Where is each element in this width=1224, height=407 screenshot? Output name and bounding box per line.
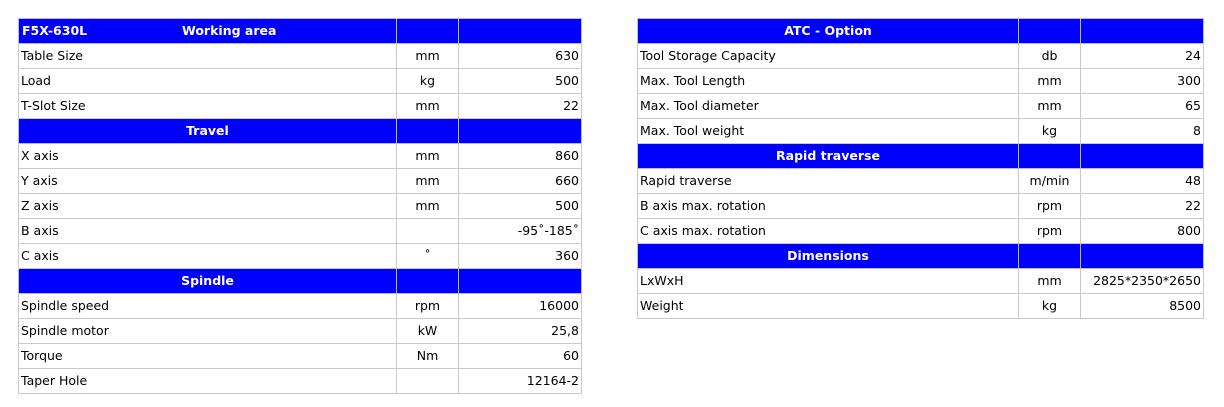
spec-label: Torque [19,344,397,369]
spec-label: Z axis [19,194,397,219]
spec-label: Tool Storage Capacity [638,44,1019,69]
spec-value: 500 [459,69,582,94]
spec-value: 860 [459,144,582,169]
section-header-value-cell [459,269,582,294]
section-header-unit-cell [397,269,459,294]
machine-model-label: F5X-630L [22,23,88,38]
spec-value: 8500 [1081,294,1204,319]
spec-unit: rpm [1019,194,1081,219]
spec-label: Weight [638,294,1019,319]
spec-label: X axis [19,144,397,169]
spec-table-left [18,18,582,394]
spec-label: C axis [19,244,397,269]
spec-value: 360 [459,244,582,269]
section-header-value-cell [1081,244,1204,269]
spec-value: 25,8 [459,319,582,344]
spec-label: Load [19,69,397,94]
spec-label: T-Slot Size [19,94,397,119]
spec-value: 60 [459,344,582,369]
spec-unit: kg [1019,119,1081,144]
section-title: Dimensions [638,244,1019,269]
section-title: Working area [182,23,277,38]
spec-value: 16000 [459,294,582,319]
spec-value: 8 [1081,119,1204,144]
section-header-unit-cell [397,19,459,44]
spec-unit [397,219,459,244]
spec-row-lxwxh [638,269,1204,294]
spec-unit: kg [1019,294,1081,319]
section-header-unit-cell [1019,144,1081,169]
spec-unit: mm [1019,269,1081,294]
spec-unit: mm [1019,94,1081,119]
spec-value: 12164-2 [459,369,582,394]
section-header-value-cell [1081,144,1204,169]
section-header-value-cell [1081,19,1204,44]
section-title: Travel [19,119,397,144]
spec-unit: mm [1019,69,1081,94]
section-header-atc-option [638,19,1204,44]
spec-label: Spindle speed [19,294,397,319]
spec-row-t-slot-size [19,94,582,119]
spec-value: 24 [1081,44,1204,69]
spec-table-right-body [638,19,1204,319]
spec-row-z-axis [19,194,582,219]
spec-label: C axis max. rotation [638,219,1019,244]
spec-unit: ˚ [397,244,459,269]
spec-row-load [19,69,582,94]
spec-unit: db [1019,44,1081,69]
spec-label: B axis [19,219,397,244]
section-header-working-area [19,19,582,44]
spec-value: 500 [459,194,582,219]
spec-row-b-axis [19,219,582,244]
spec-label: Table Size [19,44,397,69]
section-header-value-cell [459,119,582,144]
spec-unit: Nm [397,344,459,369]
spec-row-max-tool-length [638,69,1204,94]
spec-row-c-axis-max-rotation [638,219,1204,244]
spec-value: 22 [1081,194,1204,219]
spec-unit: mm [397,169,459,194]
section-header-unit-cell [1019,19,1081,44]
spec-label: Taper Hole [19,369,397,394]
spec-unit: mm [397,44,459,69]
spec-value: -95˚-185˚ [459,219,582,244]
spec-value: 300 [1081,69,1204,94]
spec-unit: mm [397,144,459,169]
spec-value: 660 [459,169,582,194]
section-header-travel [19,119,582,144]
spec-label: LxWxH [638,269,1019,294]
spec-row-spindle-motor [19,319,582,344]
spec-value: 2825*2350*2650 [1081,269,1204,294]
spec-row-weight [638,294,1204,319]
spec-row-b-axis-max-rotation [638,194,1204,219]
spec-value: 65 [1081,94,1204,119]
spec-label: Spindle motor [19,319,397,344]
spec-row-spindle-speed [19,294,582,319]
section-header-unit-cell [397,119,459,144]
spec-value: 630 [459,44,582,69]
spec-unit: kg [397,69,459,94]
spec-row-y-axis [19,169,582,194]
spec-row-torque [19,344,582,369]
spec-row-max-tool-diameter [638,94,1204,119]
spec-value: 48 [1081,169,1204,194]
section-title: ATC - Option [638,19,1019,44]
spec-unit: rpm [397,294,459,319]
section-header-value-cell [459,19,582,44]
spec-label: Y axis [19,169,397,194]
spec-label: Max. Tool Length [638,69,1019,94]
spec-row-taper-hole [19,369,582,394]
section-title: Spindle [19,269,397,294]
spec-unit: rpm [1019,219,1081,244]
spec-unit [397,369,459,394]
spec-label: Rapid traverse [638,169,1019,194]
spec-row-c-axis [19,244,582,269]
spec-label: Max. Tool diameter [638,94,1019,119]
section-header-rapid-traverse [638,144,1204,169]
spec-table-left-body [19,19,582,394]
spec-unit: kW [397,319,459,344]
section-title-cell [19,19,397,44]
spec-value: 22 [459,94,582,119]
spec-unit: m/min [1019,169,1081,194]
spec-row-x-axis [19,144,582,169]
spec-unit: mm [397,194,459,219]
spec-table-right [637,18,1204,319]
spec-value: 800 [1081,219,1204,244]
section-header-spindle [19,269,582,294]
spec-label: B axis max. rotation [638,194,1019,219]
spec-label: Max. Tool weight [638,119,1019,144]
spec-row-table-size [19,44,582,69]
section-header-dimensions [638,244,1204,269]
spec-row-rapid-traverse [638,169,1204,194]
spec-unit: mm [397,94,459,119]
spec-row-tool-storage-capacity [638,44,1204,69]
spec-row-max-tool-weight [638,119,1204,144]
section-title: Rapid traverse [638,144,1019,169]
section-header-unit-cell [1019,244,1081,269]
